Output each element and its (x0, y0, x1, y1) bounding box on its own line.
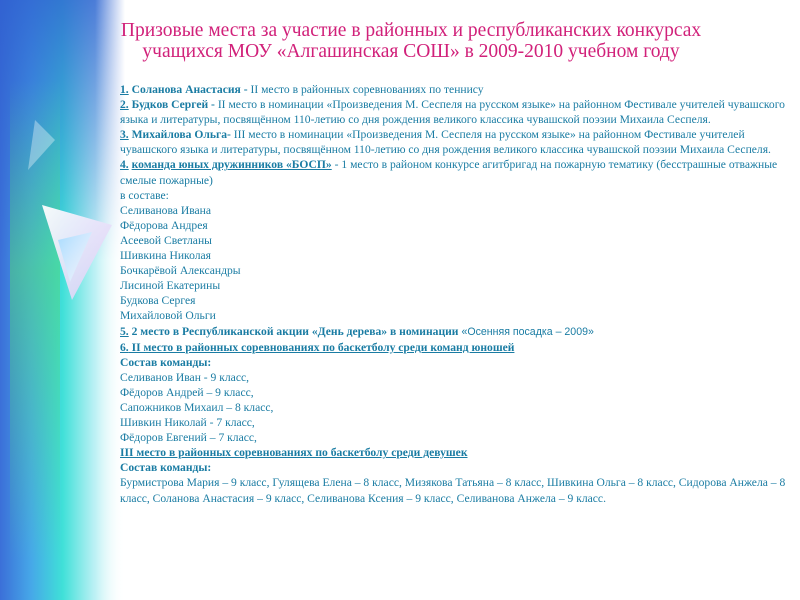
award-item-2 (120, 97, 792, 127)
team-member: Селиванов Иван - 9 класс, (120, 370, 250, 384)
team-label: Состав команды: (120, 461, 212, 475)
team-label: в составе: (120, 188, 169, 202)
award-item-6 (120, 340, 792, 355)
item-number: 4. (120, 158, 129, 172)
award-item-7: III место в районных соревнованиях по баскетболу среди девушек (120, 446, 468, 460)
team-member: Михайловой Ольги (120, 309, 216, 323)
winner-name: Михайлова Ольга- (131, 128, 231, 142)
award-description: III место в номинации «Произведения М. Сеспеля на русском языке» на районном Фестивале учителей чувашского языка и литературы, посвящённом 110-летию со дня рождения великого классика чувашской поэзии Михаила Сеспеля. (120, 128, 771, 157)
team-member: Шивкина Николая (120, 249, 211, 263)
team-member: Фёдоров Евгений – 7 класс, (120, 431, 257, 445)
winner-name: команда юных дружинников «БОСП» (131, 158, 332, 172)
page-title (108, 20, 714, 62)
award-item-3 (120, 127, 792, 157)
item-number: 2. (120, 98, 129, 112)
item-number: 5. (120, 324, 129, 338)
award-description: - 1 место в районом конкурсе агитбригад на пожарную тематику (бесстрашные отважные смелые пожарные) (120, 158, 778, 187)
nomination-name: «Осенняя посадка – 2009» (458, 325, 594, 338)
team-members-text: Бурмистрова Мария – 9 класс, Гулящева Елена – 8 класс, Мизякова Татьяна – 8 класс, Шивкина Ольга – 8 класс, Сидорова Анжела – 8 класс, Соланова Анастасия – 9 класс, Селиванова Ксения – 9 класс, Селиванова Анжела – 9 класс. (120, 476, 786, 505)
winner-name: Будков Сергей - (131, 98, 215, 112)
title-line-2: учащихся МОУ «Алгашинская СОШ» в 2009-2010 учебном году (142, 41, 680, 62)
team-member: Фёдоров Андрей – 9 класс, (120, 385, 254, 399)
item-number: 6. (120, 340, 129, 354)
team-member: Фёдорова Андрея (120, 218, 208, 232)
item-number: 1. (120, 83, 129, 96)
team-member: Шивкин Николай - 7 класс, (120, 416, 255, 430)
team-member: Бочкарёвой Александры (120, 264, 241, 278)
team-label: Состав команды: (120, 355, 212, 369)
team-member: Селиванова Ивана (120, 203, 212, 217)
award-item-4 (120, 157, 792, 187)
award-description: 2 место в Республиканской акции «День дерева» в номинации (128, 324, 459, 338)
team-member: Будкова Сергея (120, 294, 196, 308)
winner-name: Соланова Анастасия - (131, 83, 248, 96)
award-item-1 (120, 82, 792, 97)
award-item-5 (120, 324, 792, 340)
title-line-1: Призовые места за участие в районных и республиканских конкурсах (120, 20, 702, 41)
team-member: Лисиной Екатерины (120, 279, 221, 293)
team-member: Сапожников Михаил – 8 класс, (120, 400, 274, 414)
award-description: II место в районных соревнованиях по баскетболу среди команд юношей (128, 340, 515, 354)
award-description: II место в районных соревнованиях по теннису (247, 83, 484, 96)
award-description: II место в номинации «Произведения М. Сеспеля на русском языке» на районном Фестивале учителей чувашского языка и литературы, посвящённом 110-летию со дня рождения великого классика чувашской поэзии Михаила Сеспеля. (120, 98, 785, 127)
item-number: 3. (120, 128, 129, 142)
team-member: Асеевой Светланы (120, 233, 212, 247)
awards-list (120, 82, 792, 506)
